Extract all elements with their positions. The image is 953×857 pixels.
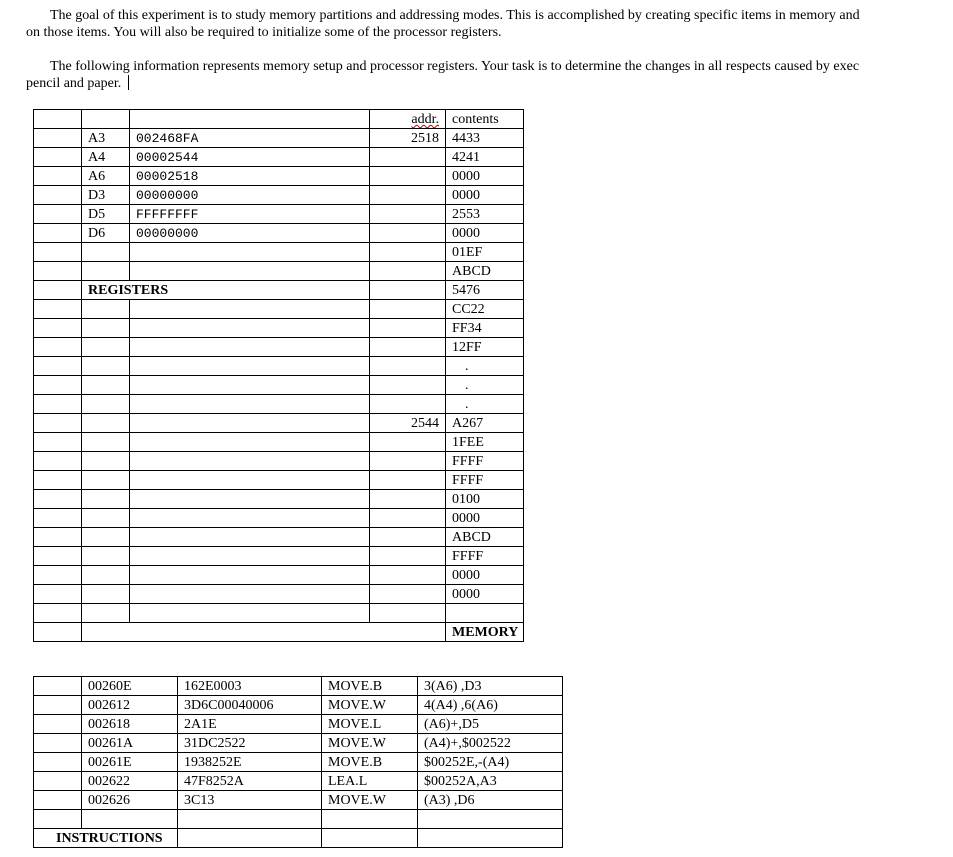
instruction-mnemonic: MOVE.W	[322, 696, 418, 715]
blank-cell	[130, 319, 370, 338]
blank-cell	[130, 338, 370, 357]
instruction-address: 002618	[82, 715, 178, 734]
instruction-address: 002626	[82, 791, 178, 810]
instruction-operands	[418, 810, 563, 829]
instruction-mnemonic: MOVE.B	[322, 677, 418, 696]
blank-cell	[34, 452, 82, 471]
memory-row	[34, 585, 524, 604]
instruction-mnemonic: LEA.L	[322, 772, 418, 791]
blank-cell	[130, 490, 370, 509]
memory-row	[34, 433, 524, 452]
instructions-label: INSTRUCTIONS	[34, 829, 178, 848]
memory-content: FFFF	[446, 547, 524, 566]
memory-row	[34, 186, 524, 205]
register-value: 00002544	[130, 148, 370, 167]
memory-address	[370, 566, 446, 585]
memory-address	[370, 490, 446, 509]
blank-cell	[34, 338, 82, 357]
memory-row	[34, 319, 524, 338]
blank-cell	[34, 509, 82, 528]
instruction-address: 00261E	[82, 753, 178, 772]
memory-content: 12FF	[446, 338, 524, 357]
memory-row	[34, 262, 524, 281]
instruction-mnemonic: MOVE.W	[322, 734, 418, 753]
memory-row	[34, 281, 524, 300]
blank-cell	[322, 829, 418, 848]
blank-cell	[178, 829, 322, 848]
memory-row	[34, 414, 524, 433]
instruction-operands: (A4)+,$002522	[418, 734, 563, 753]
blank-cell	[34, 300, 82, 319]
blank-cell	[418, 829, 563, 848]
blank-cell	[82, 623, 446, 642]
memory-row	[34, 547, 524, 566]
memory-address	[370, 262, 446, 281]
instruction-machine-code: 3D6C00040006	[178, 696, 322, 715]
blank-cell	[34, 395, 82, 414]
memory-content: 4241	[446, 148, 524, 167]
blank-cell	[130, 471, 370, 490]
instruction-address	[82, 810, 178, 829]
memory-content: 0000	[446, 167, 524, 186]
memory-content: 0000	[446, 186, 524, 205]
blank-cell	[130, 300, 370, 319]
memory-content: CC22	[446, 300, 524, 319]
blank-cell	[34, 715, 82, 734]
memory-address	[370, 243, 446, 262]
memory-row	[34, 509, 524, 528]
instructions-table	[33, 676, 563, 848]
blank-cell	[130, 376, 370, 395]
instruction-row	[34, 734, 563, 753]
memory-content: A267	[446, 414, 524, 433]
addr-header	[370, 110, 446, 129]
memory-address	[370, 357, 446, 376]
blank-cell	[34, 810, 82, 829]
instruction-row	[34, 715, 563, 734]
blank-cell	[130, 452, 370, 471]
memory-content: 0000	[446, 585, 524, 604]
memory-row	[34, 528, 524, 547]
memory-content: FFFF	[446, 452, 524, 471]
memory-address	[370, 547, 446, 566]
memory-row	[34, 148, 524, 167]
instruction-operands: $00252A,A3	[418, 772, 563, 791]
blank-cell	[34, 677, 82, 696]
blank-cell	[34, 490, 82, 509]
instruction-address: 002612	[82, 696, 178, 715]
text-cursor	[128, 75, 129, 90]
memory-address	[370, 205, 446, 224]
blank-cell	[34, 205, 82, 224]
instruction-machine-code: 162E0003	[178, 677, 322, 696]
instruction-operands: 3(A6) ,D3	[418, 677, 563, 696]
memory-address	[370, 281, 446, 300]
memory-address	[370, 604, 446, 623]
instruction-machine-code: 3C13	[178, 791, 322, 810]
instruction-machine-code: 31DC2522	[178, 734, 322, 753]
blank-cell	[82, 300, 130, 319]
memory-content: 0000	[446, 566, 524, 585]
blank-cell	[34, 243, 82, 262]
instruction-address: 002622	[82, 772, 178, 791]
memory-content: 4433	[446, 129, 524, 148]
memory-content: 2553	[446, 205, 524, 224]
instruction-mnemonic: MOVE.B	[322, 753, 418, 772]
blank-cell	[34, 186, 82, 205]
blank-cell	[34, 623, 82, 642]
register-name: D3	[82, 186, 130, 205]
instruction-operands: $00252E,-(A4)	[418, 753, 563, 772]
intro-paragraph-1	[26, 7, 953, 41]
blank-cell	[34, 528, 82, 547]
blank-cell	[82, 110, 130, 129]
blank-cell	[34, 734, 82, 753]
blank-cell	[82, 338, 130, 357]
addr-header-text: addr.	[411, 112, 439, 127]
instruction-row	[34, 696, 563, 715]
instruction-mnemonic: MOVE.W	[322, 791, 418, 810]
ellipsis-dot: .	[446, 376, 524, 395]
blank-cell	[82, 566, 130, 585]
blank-cell	[34, 414, 82, 433]
blank-cell	[34, 547, 82, 566]
memory-address: 2544	[370, 414, 446, 433]
instruction-row	[34, 677, 563, 696]
blank-cell	[34, 281, 82, 300]
intro-paragraph-2-line-2-text: pencil and paper.	[26, 76, 122, 91]
memory-address	[370, 338, 446, 357]
register-value: 00000000	[130, 186, 370, 205]
instruction-operands: (A3) ,D6	[418, 791, 563, 810]
memory-row	[34, 376, 524, 395]
blank-cell	[34, 167, 82, 186]
memory-content: 5476	[446, 281, 524, 300]
memory-address	[370, 433, 446, 452]
memory-content: 0000	[446, 509, 524, 528]
memory-content: ABCD	[446, 528, 524, 547]
memory-address	[370, 509, 446, 528]
blank-cell	[82, 528, 130, 547]
blank-cell	[82, 490, 130, 509]
register-name: A4	[82, 148, 130, 167]
register-name: D5	[82, 205, 130, 224]
blank-cell	[34, 585, 82, 604]
instruction-row	[34, 791, 563, 810]
register-name: A3	[82, 129, 130, 148]
memory-row	[34, 167, 524, 186]
memory-header-row	[34, 110, 524, 129]
memory-row	[34, 452, 524, 471]
memory-content: FFFF	[446, 471, 524, 490]
blank-cell	[130, 528, 370, 547]
memory-register-table	[33, 109, 524, 642]
contents-header: contents	[446, 110, 524, 129]
blank-cell	[34, 433, 82, 452]
memory-address	[370, 376, 446, 395]
blank-cell	[82, 433, 130, 452]
blank-cell	[130, 509, 370, 528]
instruction-mnemonic	[322, 810, 418, 829]
memory-content: 0000	[446, 224, 524, 243]
ellipsis-dot: .	[446, 357, 524, 376]
blank-cell	[82, 471, 130, 490]
intro-paragraph-2	[26, 58, 953, 92]
memory-content: FF34	[446, 319, 524, 338]
blank-cell	[130, 433, 370, 452]
blank-cell	[130, 414, 370, 433]
memory-row	[34, 205, 524, 224]
blank-cell	[34, 791, 82, 810]
instruction-mnemonic: MOVE.L	[322, 715, 418, 734]
blank-cell	[34, 471, 82, 490]
memory-row	[34, 129, 524, 148]
blank-cell	[130, 604, 370, 623]
memory-row	[34, 471, 524, 490]
blank-cell	[34, 376, 82, 395]
memory-address	[370, 167, 446, 186]
register-name: A6	[82, 167, 130, 186]
blank-cell	[82, 414, 130, 433]
instruction-address: 00261A	[82, 734, 178, 753]
memory-address	[370, 395, 446, 414]
instruction-machine-code: 1938252E	[178, 753, 322, 772]
memory-address	[370, 148, 446, 167]
register-value: FFFFFFFF	[130, 205, 370, 224]
blank-cell	[130, 566, 370, 585]
memory-content: 0100	[446, 490, 524, 509]
blank-cell	[82, 452, 130, 471]
memory-row	[34, 566, 524, 585]
blank-cell	[82, 319, 130, 338]
memory-address	[370, 224, 446, 243]
memory-content: ABCD	[446, 262, 524, 281]
blank-cell	[130, 395, 370, 414]
memory-row	[34, 357, 524, 376]
blank-cell	[34, 110, 82, 129]
memory-label: MEMORY	[446, 623, 524, 642]
memory-content: 01EF	[446, 243, 524, 262]
instruction-operands: (A6)+,D5	[418, 715, 563, 734]
intro-paragraph-1-line-1: The goal of this experiment is to study memory partitions and addressing modes. This is accomplished by creating specific items in memory and	[50, 8, 860, 23]
blank-cell	[82, 243, 130, 262]
blank-cell	[34, 357, 82, 376]
register-name: D6	[82, 224, 130, 243]
blank-cell	[82, 604, 130, 623]
instructions-footer-row	[34, 829, 563, 848]
blank-cell	[82, 262, 130, 281]
memory-address	[370, 528, 446, 547]
instruction-row	[34, 810, 563, 829]
memory-address: 2518	[370, 129, 446, 148]
blank-cell	[82, 509, 130, 528]
instruction-row	[34, 772, 563, 791]
blank-cell	[34, 129, 82, 148]
memory-row	[34, 604, 524, 623]
memory-address	[370, 319, 446, 338]
memory-address	[370, 471, 446, 490]
memory-footer-row	[34, 623, 524, 642]
memory-content: 1FEE	[446, 433, 524, 452]
instruction-operands: 4(A4) ,6(A6)	[418, 696, 563, 715]
blank-cell	[130, 243, 370, 262]
blank-cell	[130, 585, 370, 604]
blank-cell	[34, 753, 82, 772]
memory-row	[34, 490, 524, 509]
memory-row	[34, 300, 524, 319]
blank-cell	[130, 547, 370, 566]
intro-paragraph-1-line-2: on those items. You will also be required to initialize some of the processor registers.	[26, 25, 502, 40]
memory-address	[370, 300, 446, 319]
blank-cell	[34, 566, 82, 585]
blank-cell	[82, 357, 130, 376]
instruction-machine-code: 47F8252A	[178, 772, 322, 791]
memory-content	[446, 604, 524, 623]
instruction-row	[34, 753, 563, 772]
register-value: 002468FA	[130, 129, 370, 148]
blank-cell	[82, 395, 130, 414]
instruction-machine-code: 2A1E	[178, 715, 322, 734]
blank-cell	[130, 110, 370, 129]
registers-label: REGISTERS	[82, 281, 370, 300]
instruction-address: 00260E	[82, 677, 178, 696]
memory-row	[34, 338, 524, 357]
blank-cell	[34, 319, 82, 338]
memory-address	[370, 585, 446, 604]
memory-row	[34, 224, 524, 243]
memory-row	[34, 243, 524, 262]
intro-paragraph-2-line-1: The following information represents memory setup and processor registers. Your task is to determine the changes in all respects caused by exec	[50, 59, 860, 74]
intro-paragraph-2-line-2	[26, 75, 953, 92]
blank-cell	[34, 696, 82, 715]
memory-address	[370, 452, 446, 471]
register-value: 00000000	[130, 224, 370, 243]
blank-cell	[130, 357, 370, 376]
blank-cell	[82, 585, 130, 604]
blank-cell	[34, 604, 82, 623]
blank-cell	[82, 376, 130, 395]
instruction-machine-code	[178, 810, 322, 829]
blank-cell	[82, 547, 130, 566]
memory-row	[34, 395, 524, 414]
blank-cell	[34, 772, 82, 791]
blank-cell	[34, 262, 82, 281]
ellipsis-dot: .	[446, 395, 524, 414]
memory-address	[370, 186, 446, 205]
blank-cell	[34, 224, 82, 243]
blank-cell	[34, 148, 82, 167]
blank-cell	[130, 262, 370, 281]
register-value: 00002518	[130, 167, 370, 186]
